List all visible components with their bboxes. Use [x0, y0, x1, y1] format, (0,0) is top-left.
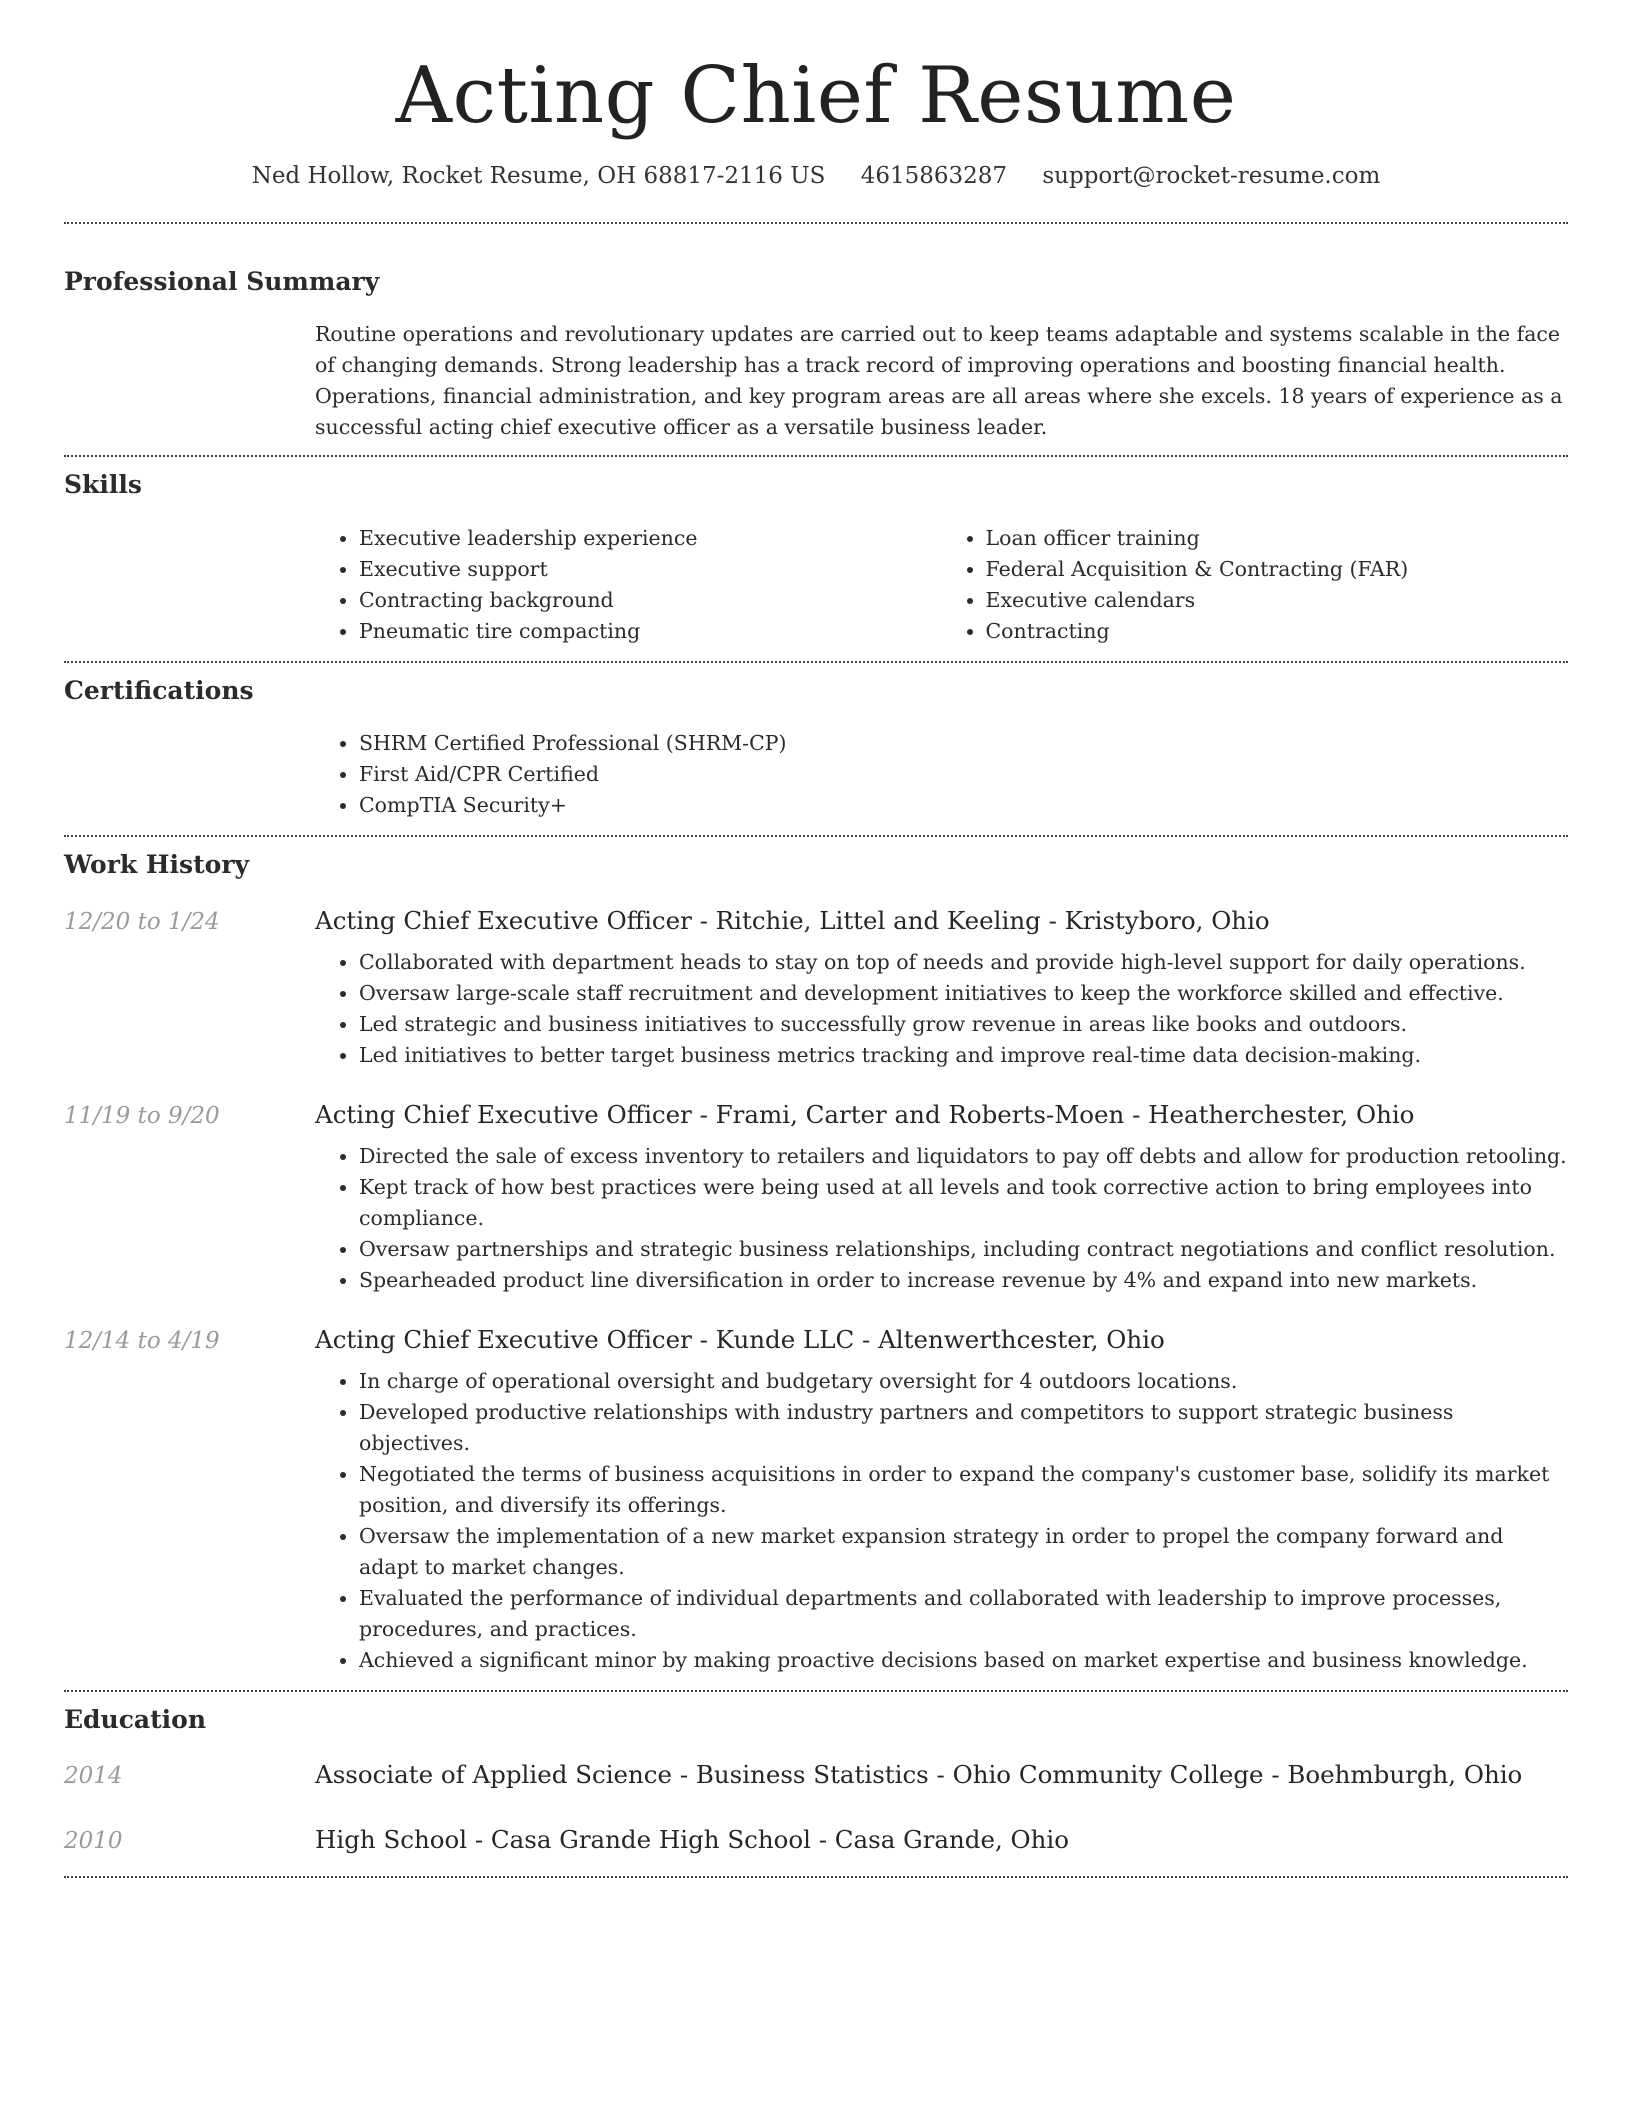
certification-item: • First Aid/CPR Certified — [359, 759, 1568, 790]
job-title: Acting Chief Executive Officer - Kunde LLC - Altenwerthcester, Ohio — [315, 1324, 1165, 1354]
job-bullet: • Achieved a significant minor by making proactive decisions based on market expertise and business knowledge. — [359, 1645, 1568, 1676]
skill-item: • Executive calendars — [986, 585, 1569, 616]
education-title: Associate of Applied Science - Business Statistics - Ohio Community College - Boehmburgh, Ohio — [315, 1760, 1523, 1790]
job-entry — [64, 906, 1568, 1071]
job-bullet: • In charge of operational oversight and budgetary oversight for 4 outdoors locations. — [359, 1366, 1568, 1397]
certification-item: • CompTIA Security+ — [359, 790, 1568, 821]
job-bullets — [315, 1141, 1568, 1296]
skill-item: • Contracting — [986, 616, 1569, 647]
education-entry — [64, 1825, 1568, 1854]
skill-item: • Loan officer training — [986, 523, 1569, 554]
summary-section — [64, 266, 1568, 444]
job-bullet: • Led strategic and business initiatives to successfully grow revenue in areas like books and outdoors. — [359, 1009, 1568, 1040]
skill-item: • Executive support — [359, 554, 942, 585]
job-bullet: • Kept track of how best practices were being used at all levels and took corrective action to bring employees into compliance. — [359, 1172, 1568, 1234]
divider — [64, 222, 1568, 224]
skills-column-left — [315, 523, 942, 647]
job-details — [315, 1366, 1568, 1676]
education-entry — [64, 1760, 1568, 1789]
certifications-body — [315, 728, 1568, 821]
job-bullet: • Evaluated the performance of individual departments and collaborated with leadership to improve processes, procedures, and practices. — [359, 1583, 1568, 1645]
skill-item: • Executive leadership experience — [359, 523, 942, 554]
skills-column-right — [942, 523, 1569, 647]
job-dates: 12/14 to 4/19 — [64, 1327, 220, 1354]
resume-page — [64, 0, 1568, 1878]
skills-list — [315, 523, 1568, 647]
job-details — [315, 947, 1568, 1071]
job-title: Acting Chief Executive Officer - Frami, Carter and Roberts-Moen - Heatherchester, Ohio — [315, 1099, 1415, 1129]
job-entry — [64, 1325, 1568, 1676]
job-bullet: • Spearheaded product line diversification in order to increase revenue by 4% and expand into new markets. — [359, 1265, 1568, 1296]
skill-item: • Pneumatic tire compacting — [359, 616, 942, 647]
contact-phone: 4615863287 — [860, 162, 1008, 189]
skills-heading: Skills — [64, 470, 142, 500]
skill-item: • Contracting background — [359, 585, 942, 616]
job-bullet: • Directed the sale of excess inventory to retailers and liquidators to pay off debts and allow for production retooling. — [359, 1141, 1568, 1172]
education-year: 2014 — [64, 1763, 123, 1790]
job-bullet: • Developed productive relationships with industry partners and competitors to support strategic business objectives. — [359, 1397, 1568, 1459]
divider — [64, 835, 1568, 837]
divider — [64, 661, 1568, 663]
divider — [64, 455, 1568, 457]
education-year: 2010 — [64, 1828, 123, 1855]
skill-item: • Federal Acquisition & Contracting (FAR) — [986, 554, 1569, 585]
job-bullets — [315, 947, 1568, 1071]
job-bullet: • Oversaw partnerships and strategic business relationships, including contract negotiations and conflict resolution. — [359, 1234, 1568, 1265]
summary-body — [315, 319, 1568, 443]
job-title: Acting Chief Executive Officer - Ritchie, Littel and Keeling - Kristyboro, Ohio — [315, 905, 1270, 935]
job-header — [64, 906, 1568, 935]
contact-email: support@rocket-resume.com — [1042, 162, 1381, 189]
work-history-heading: Work History — [64, 850, 250, 880]
job-bullet: • Collaborated with department heads to stay on top of needs and provide high-level support for daily operations. — [359, 947, 1568, 978]
job-header — [64, 1325, 1568, 1354]
summary-text: Routine operations and revolutionary updates are carried out to keep teams adaptable and systems scalable in the face of changing demands. Strong leadership has a track record of improving operations and boosting financial health. Operations, financial administration, and key program areas are all areas where she excels. 18 years of experience as a successful acting chief executive officer as a versatile business leader. — [315, 322, 1563, 440]
job-details — [315, 1141, 1568, 1296]
certifications-list — [315, 728, 1568, 821]
education-title: High School - Casa Grande High School - Casa Grande, Ohio — [315, 1825, 1070, 1855]
skills-section — [64, 469, 1568, 647]
job-header — [64, 1100, 1568, 1129]
job-bullet: • Led initiatives to better target business metrics tracking and improve real-time data decision-making. — [359, 1040, 1568, 1071]
education-heading: Education — [64, 1704, 207, 1734]
job-dates: 11/19 to 9/20 — [64, 1102, 220, 1129]
certifications-section — [64, 675, 1568, 822]
education-section — [64, 1704, 1568, 1855]
summary-heading: Professional Summary — [64, 266, 380, 296]
job-bullets — [315, 1366, 1568, 1676]
job-entry — [64, 1100, 1568, 1296]
certifications-heading: Certifications — [64, 675, 254, 705]
job-dates: 12/20 to 1/24 — [64, 908, 220, 935]
contact-address: Ned Hollow, Rocket Resume, OH 68817-2116 US — [251, 162, 826, 189]
resume-title: Acting Chief Resume — [395, 51, 1237, 141]
certification-item: • SHRM Certified Professional (SHRM-CP) — [359, 728, 1568, 759]
contact-info — [64, 162, 1568, 192]
work-history-section — [64, 849, 1568, 1676]
divider — [64, 1690, 1568, 1692]
job-bullet: • Negotiated the terms of business acquisitions in order to expand the company's customer base, solidify its market position, and diversify its offerings. — [359, 1459, 1568, 1521]
divider — [64, 1876, 1568, 1878]
job-bullet: • Oversaw large-scale staff recruitment and development initiatives to keep the workforce skilled and effective. — [359, 978, 1568, 1009]
job-bullet: • Oversaw the implementation of a new market expansion strategy in order to propel the company forward and adapt to market changes. — [359, 1521, 1568, 1583]
